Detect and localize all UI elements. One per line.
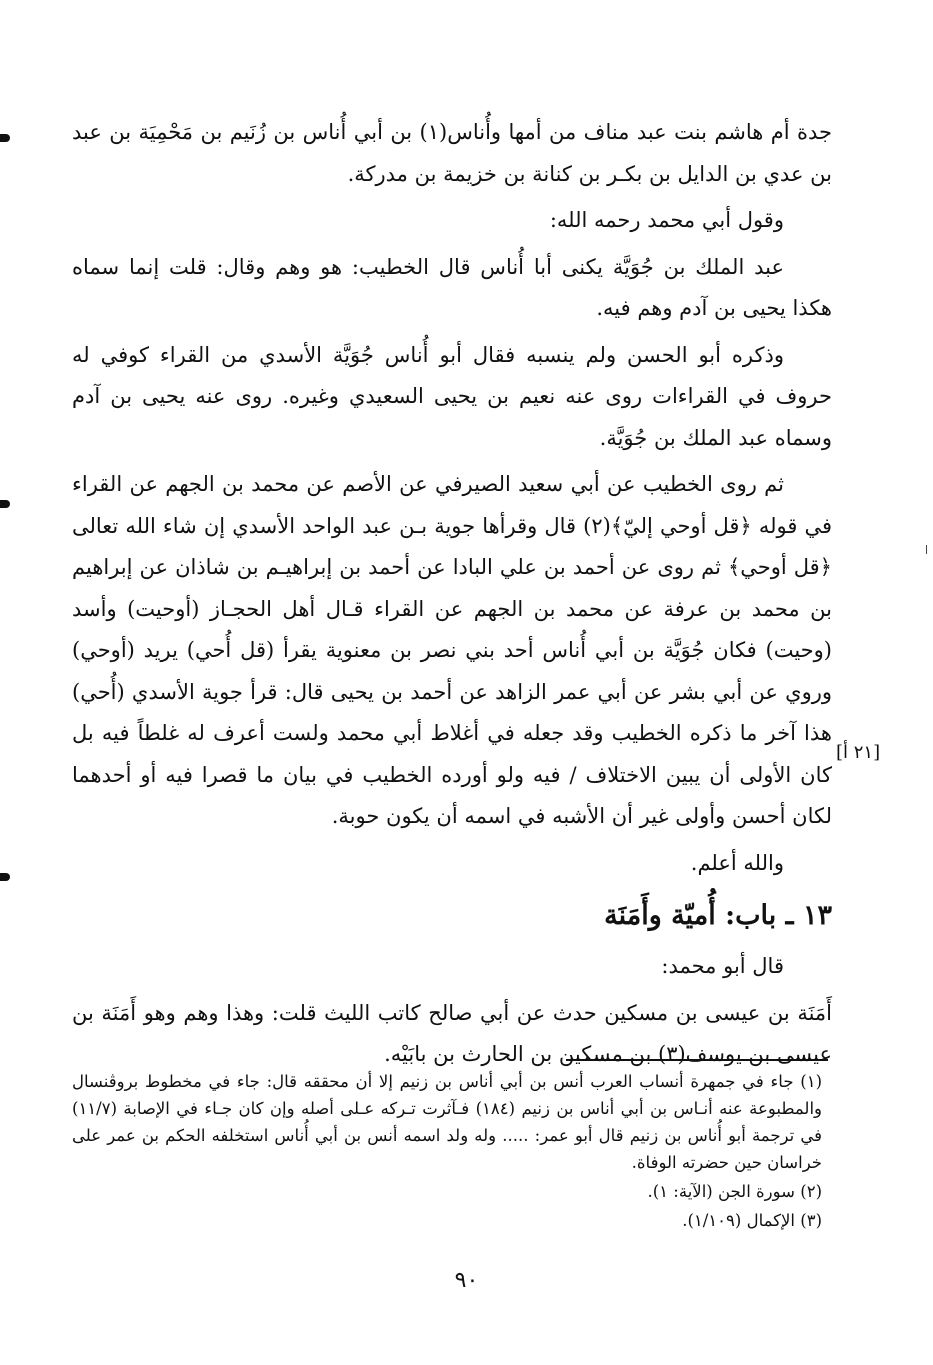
- footnote-2: (٢) سورة الجن (الآية: ١).: [647, 1182, 822, 1201]
- main-text: [72, 112, 832, 1081]
- paragraph-amana: أَمَنَة بن عيسى بن مسكين حدث عن أبي صالح كاتب الليث قلت: وهذا وهم وهو أَمَنَة بن عيسى بن يوسف(٣) بن مسكين بن الحارث بن بابَيْه.: [72, 1000, 832, 1066]
- footnotes: [72, 1068, 822, 1236]
- footnote-separator: [566, 1059, 828, 1061]
- paragraph-khatib-narration: ثم روى الخطيب عن أبي سعيد الصيرفي عن الأصم عن محمد بن الجهم عن القراء في قوله ﴿قل أوحي إليّ﴾(٢) قال وقرأها جوية بـن عبد الواحد الأسدي إن شاء الله تعالى ﴿قل أوحي﴾ ثم روى عن أحمد بن علي البادا عن أحمد بن إبراهيـم بن شاذان عن إبراهيم بن محمد بن عرفة عن محمد بن الجهم عن القراء قـال أهل الحجـاز (أوحيت) وأسد (وحيت) فكان جُوَيَّة بن أبي أُناس أحد بني نصر بن معنوية يقرأ (قل أُحي) يريد (أوحي) وروي عن أبي بشر عن أبي عمر الزاهد عن أحمد بن يحيى قال: قرأ جوية الأسدي (أُحي) هذا آخر ما ذكره الخطيب وقد جعله في أغلاط أبي محمد ولست أعرف له غلطاً فيه بل كان الأولى أن يبين الاختلاف / فيه ولو أورده الخطيب في بيان ما قصرا فيه أو أحدهما لكان أحسن وأولى غير أن الأشبه في اسمه أن يكون حوبة.: [72, 472, 832, 828]
- scan-edge-mark: [0, 500, 10, 508]
- footnote-1: (١) جاء في جمهرة أنساب العرب أنس بن أبي أناس بن زنيم إلا أن محققه قال: جاء في مخطوط بروڤنسال والمطبوعة عنه أنـاس بن أبي أناس بن زنيم (١٨٤) فـآثرت تـركه عـلى أصله وإن كان جـاء في الإصابة (١١/٧) في ترجمة أبو أُناس بن زنيم قال أبو عمر: ..... وله ولد اسمه أنس بن أبي أُناس استخلفه الحكم بن عمر على خراسان حين حضرته الوفاة.: [72, 1072, 822, 1172]
- paragraph-abd-al-malik: عبد الملك بن جُوَيَّة يكنى أبا أُناس قال الخطيب: هو وهم وقال: قلت إنما سماه هكذا يحيى بن آدم وهم فيه.: [72, 254, 832, 320]
- paragraph-abu-al-hasan: وذكره أبو الحسن ولم ينسبه فقال أبو أُناس جُوَيَّة الأسدي من القراء كوفي له حروف في القراءات روى عنه نعيم بن يحيى السعيدي وغيره. روى عنه يحيى بن آدم وسماه عبد الملك بن جُوَيَّة.: [72, 342, 832, 450]
- chapter-title: ١٣ ـ باب: أُميّة وأَمَنَة: [604, 900, 832, 931]
- page-number: ٩٠: [454, 1268, 479, 1293]
- paragraph-genealogy: جدة أم هاشم بنت عبد مناف من أمها وأُناس(١) بن أبي أُناس بن زُنَيم بن مَحْمِيَة بن عبد بن عدي بن الدايل بن بكـر بن كنانة بن خزيمة بن مدركة.: [72, 120, 833, 186]
- margin-folio-note: [٢١ أ]: [836, 742, 881, 763]
- scan-edge-mark: [0, 134, 10, 142]
- scan-edge-mark: [0, 873, 10, 881]
- footnote-3: (٣) الإكمال (١/١٠٩).: [682, 1211, 822, 1230]
- scan-speck: [926, 545, 927, 554]
- paragraph-abu-muhammad-quote: وقول أبي محمد رحمه الله:: [549, 208, 784, 232]
- paragraph-allah-alam: والله أعلم.: [690, 850, 784, 875]
- paragraph-qala-abu-muhammad: قال أبو محمد:: [661, 954, 784, 978]
